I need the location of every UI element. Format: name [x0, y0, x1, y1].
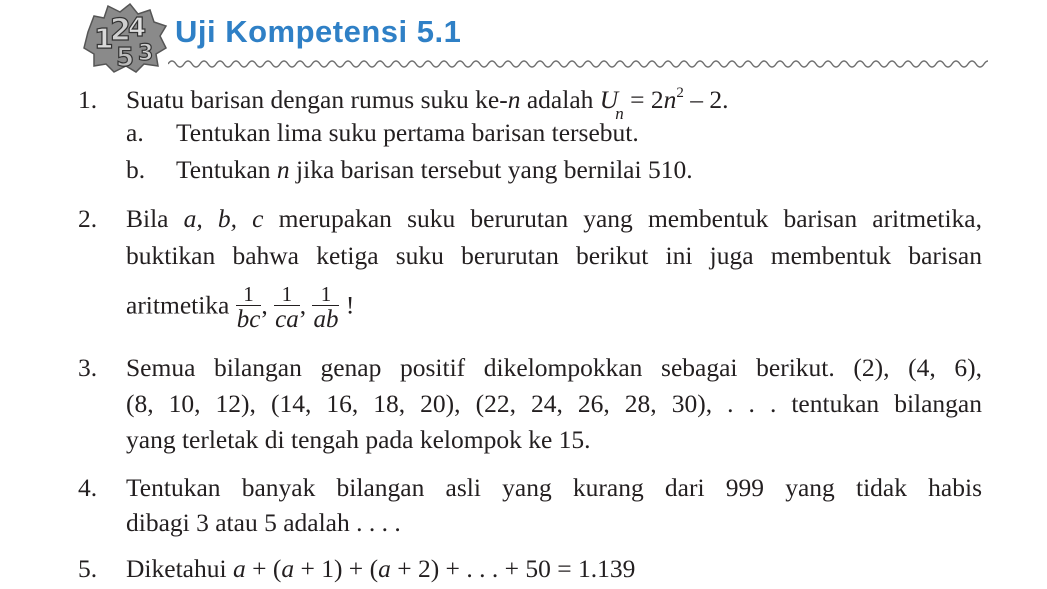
- math-segment: = 2: [623, 85, 664, 114]
- text-segment: jika barisan tersebut yang bernilai 510.: [289, 155, 693, 184]
- svg-text:5: 5: [116, 43, 135, 73]
- fraction: [236, 283, 262, 334]
- question-number: 2.: [78, 204, 98, 233]
- text-segment: merupakan suku berurutan yang membentuk barisan aritmetika,: [263, 204, 982, 233]
- fraction-numerator: 1: [281, 282, 293, 306]
- section-header: [0, 0, 1047, 80]
- math-segment: + 1) + (: [294, 554, 379, 583]
- math-variable: n: [276, 155, 290, 184]
- svg-text:1: 1: [94, 22, 114, 55]
- sub-question-text: Tentukan lima suku pertama barisan tersebut.: [176, 118, 639, 147]
- fraction-denominator: ca: [275, 306, 299, 333]
- svg-text:4: 4: [128, 13, 147, 43]
- math-variable: a: [232, 554, 246, 583]
- question-number: 5.: [78, 554, 98, 583]
- sub-question-text: [176, 155, 693, 185]
- question-number: 1.: [78, 85, 98, 114]
- math-variable: n: [663, 85, 677, 114]
- question-text-line: dibagi 3 atau 5 adalah . . . .: [126, 508, 401, 537]
- section-title: Uji Kompetensi 5.1: [175, 14, 462, 49]
- question-text-line: Semua bilangan genap positif dikelompokkan sebagai berikut. (2), (4, 6),: [126, 353, 982, 382]
- sub-question-label: b.: [126, 155, 146, 184]
- text-segment: !: [345, 290, 355, 320]
- text-segment: Tentukan: [176, 155, 277, 184]
- fraction-denominator: ab: [313, 306, 339, 333]
- math-subscript: n: [615, 104, 624, 123]
- question-text-line: yang terletak di tengah pada kelompok ke 15.: [126, 425, 591, 454]
- fraction: [274, 283, 300, 334]
- math-exponent: 2: [676, 85, 684, 101]
- question-text-line: buktikan bahwa ketiga suku berurutan berikut ini juga membentuk barisan: [126, 241, 982, 270]
- fraction-numerator: 1: [243, 282, 254, 306]
- comma: ,: [299, 290, 307, 320]
- fraction: [312, 283, 339, 334]
- question-number: 3.: [78, 353, 98, 382]
- math-variables: a, b, c: [183, 204, 264, 233]
- comma: ,: [261, 290, 268, 320]
- wavy-divider: [168, 56, 988, 72]
- question-text-line: Tentukan banyak bilangan asli yang kurang dari 999 yang tidak habis: [126, 473, 982, 502]
- math-variable: a: [281, 554, 295, 583]
- math-segment: – 2.: [683, 85, 729, 114]
- sub-question-label: a.: [126, 118, 144, 147]
- math-segment: + 2) + . . . + 50 = 1.139: [390, 554, 636, 583]
- text-segment: Suatu barisan dengan rumus suku ke-: [126, 85, 508, 114]
- svg-text:3: 3: [138, 41, 154, 66]
- question-text-line: [126, 204, 982, 234]
- math-segment: + (: [245, 554, 282, 583]
- question-text: [126, 85, 729, 123]
- numbers-logo-icon: [80, 2, 168, 74]
- question-text: [126, 554, 635, 584]
- question-text-line: [126, 282, 354, 333]
- text-segment: Diketahui: [126, 554, 233, 583]
- svg-text:2: 2: [110, 13, 131, 48]
- question-text-line: (8, 10, 12), (14, 16, 18, 20), (22, 24, 26, 28, 30), . . . tentukan bilangan: [126, 389, 982, 418]
- math-variable: U: [599, 85, 619, 114]
- fraction-numerator: 1: [320, 282, 332, 306]
- text-segment: Bila: [126, 204, 184, 233]
- math-variable: a: [378, 554, 391, 583]
- fraction-denominator: bc: [236, 306, 261, 333]
- text-segment: adalah: [520, 85, 600, 114]
- text-segment: aritmetika: [126, 290, 230, 320]
- question-number: 4.: [78, 473, 98, 502]
- math-variable: n: [507, 85, 521, 114]
